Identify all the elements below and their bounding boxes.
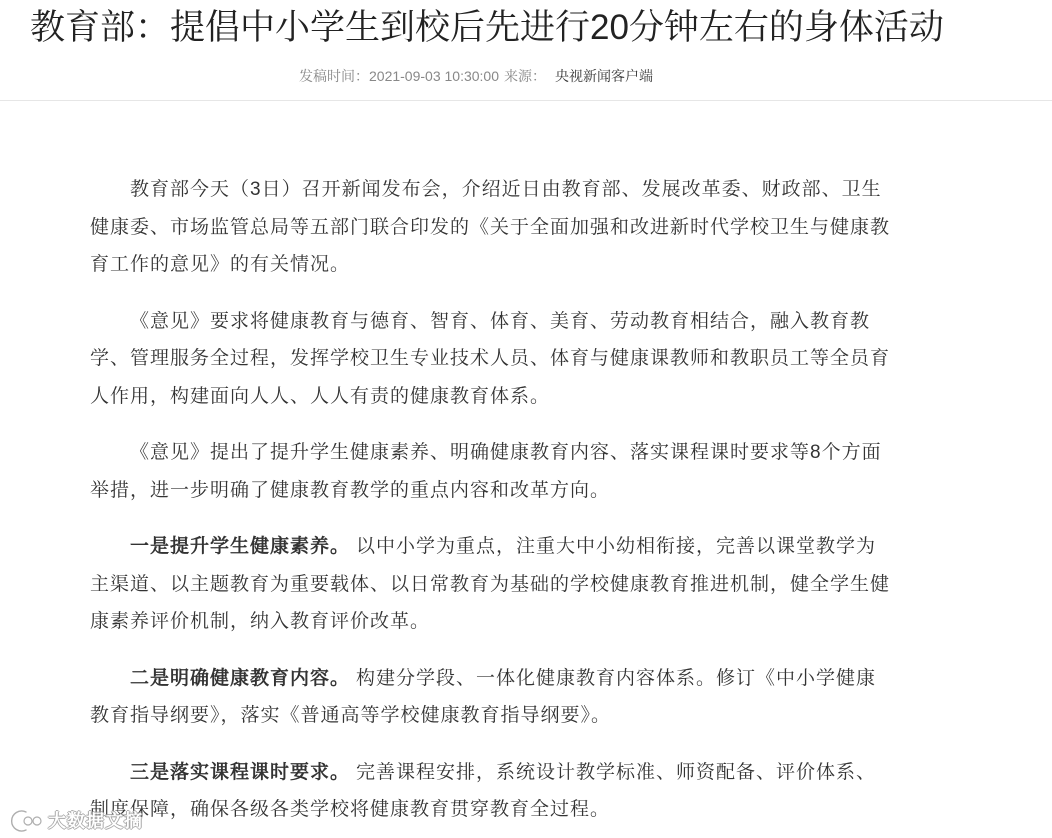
paragraph (90, 171, 910, 284)
paragraph-line-text: 以中小学为重点，注重大中小幼相衔接，完善以课堂教学为 (356, 536, 877, 557)
paragraph-first-line (90, 754, 910, 792)
paragraph-line-text: 构建分学段、一体化健康教育内容体系。修订《中小学健康 (356, 667, 877, 689)
publish-time: 2021-09-03 10:30:00 (369, 68, 499, 84)
paragraph (90, 303, 910, 416)
paragraph-line: 主渠道、以主题教育为重要载体、以日常教育为基础的学校健康教育推进机制，健全学生健 (90, 573, 891, 595)
article-title: 教育部：提倡中小学生到校后先进行20分钟左右的身体活动 (30, 8, 944, 47)
paragraph-line-text: 完善课程安排，系统设计教学标准、师资配备、评价体系、 (356, 761, 877, 783)
article-body (90, 171, 910, 829)
paragraph-line: 教育部今天（3日）召开新闻发布会，介绍近日由教育部、发展改革委、财政部、卫生 (130, 179, 882, 200)
paragraph (90, 660, 910, 735)
paragraph-line: 举措，进一步明确了健康教育教学的重点内容和改革方向。 (90, 479, 611, 501)
paragraph-line: 健康委、市场监管总局等五部门联合印发的《关于全面加强和改进新时代学校卫生与健康教 (90, 216, 891, 238)
paragraph (90, 434, 910, 509)
article-meta (299, 67, 653, 85)
watermark (6, 805, 143, 835)
paragraph-lead-heading: 三是落实课程课时要求。 (130, 761, 351, 783)
source-label: 来源： (504, 68, 546, 84)
paragraph-line: 学、管理服务全过程，发挥学校卫生专业技术人员、体育与健康课教师和教职员工等全员育 (90, 348, 891, 369)
paragraph-first-line (90, 528, 910, 566)
paragraph-lead-heading: 二是明确健康教育内容。 (130, 667, 351, 689)
paragraph-first-line (90, 660, 910, 698)
paragraph-line: 育工作的意见》的有关情况。 (90, 254, 351, 275)
paragraph-line: 《意见》提出了提升学生健康素养、明确健康教育内容、落实课程课时要求等8个方面 (130, 442, 882, 463)
source-name: 央视新闻客户端 (555, 68, 653, 84)
watermark-text: 大数据文摘 (48, 811, 143, 831)
watermark-logo-icon (6, 806, 46, 834)
paragraph-lead-heading: 一是提升学生健康素养。 (130, 536, 351, 557)
paragraph-line: 康素养评价机制，纳入教育评价改革。 (90, 611, 431, 632)
paragraph (90, 528, 910, 641)
paragraph-line: 教育指导纲要》，落实《普通高等学校健康教育指导纲要》。 (90, 705, 612, 726)
header-divider (0, 100, 1052, 101)
paragraph (90, 754, 910, 829)
paragraph-line: 《意见》要求将健康教育与德育、智育、体育、美育、劳动教育相结合，融入教育教 (130, 310, 871, 332)
paragraph-line: 人作用，构建面向人人、人人有责的健康教育体系。 (90, 385, 551, 407)
paragraph-line: 制度保障，确保各级各类学校将健康教育贯穿教育全过程。 (90, 799, 611, 820)
publish-time-label: 发稿时间： (299, 68, 369, 84)
